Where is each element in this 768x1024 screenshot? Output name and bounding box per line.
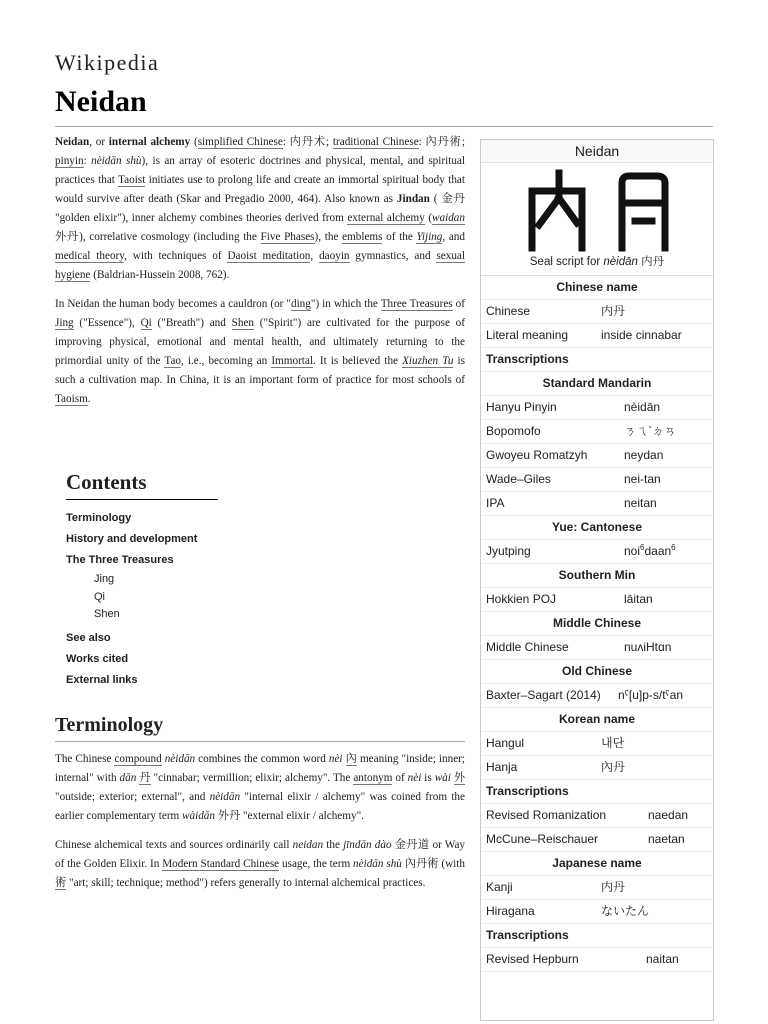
link-sexual-hygiene[interactable]: sexual hygiene <box>55 250 466 281</box>
seal-script-image[interactable] <box>481 163 713 253</box>
link-xiuzhen-tu[interactable]: Xiuzhen Tu <box>402 355 454 367</box>
link-char-wai[interactable]: 外 <box>453 772 466 784</box>
text: , <box>310 250 320 262</box>
jyutping-syllable: daan <box>644 544 672 558</box>
infobox-row-chinese <box>481 300 713 324</box>
text: . <box>87 393 91 405</box>
infobox-subheader-transcriptions: Transcriptions <box>481 924 713 948</box>
link-daoyin[interactable]: daoyin <box>319 250 350 262</box>
link-medical-theory[interactable]: medical theory <box>55 250 125 262</box>
text: : <box>83 155 92 167</box>
term: neidan <box>292 839 324 851</box>
row-value: lāitan <box>624 592 653 606</box>
tone-number: 6 <box>640 543 645 552</box>
term: wàidān <box>182 810 215 822</box>
row-label[interactable]: Hanja <box>486 760 518 774</box>
tone-number: 6 <box>671 543 676 552</box>
infobox-caption <box>481 253 713 276</box>
text: 外丹 "external elixir / alchemy". <box>215 810 364 822</box>
row-value: neydan <box>624 448 664 462</box>
row-label: Chinese <box>486 304 531 318</box>
row-label[interactable]: Revised Romanization <box>486 808 607 822</box>
text: ( 金丹 "golden elixir"), inner alchemy combines theories derived from <box>55 193 465 224</box>
row-label[interactable]: Hangul <box>486 736 525 750</box>
infobox-header-chinese-name: Chinese name <box>481 276 713 300</box>
text: ("Essence"), <box>73 317 141 329</box>
toc-item-external-links[interactable]: External links <box>66 673 138 686</box>
text: . It is believed the <box>312 355 403 367</box>
row-value: 內丹 <box>601 760 626 774</box>
infobox-subheader-transcriptions: Transcriptions <box>481 348 713 372</box>
link-compound[interactable]: compound <box>114 753 162 765</box>
link-jing[interactable]: Jing <box>55 317 74 329</box>
infobox-row-mccune-reischauer <box>481 828 713 852</box>
text: ("Breath") and <box>151 317 232 329</box>
text: usage, the term <box>279 858 354 870</box>
text: In Neidan the human body becomes a cauldron (or " <box>55 298 291 310</box>
toc-item-history[interactable]: History and development <box>66 533 198 545</box>
infobox-row-hangul <box>481 732 713 756</box>
term: jīndān dào <box>343 839 392 851</box>
infobox-row-pinyin <box>481 396 713 420</box>
infobox-row-hanja <box>481 756 713 780</box>
infobox <box>480 139 714 1021</box>
term: nèidān <box>164 753 196 765</box>
section-heading-terminology: Terminology <box>55 714 465 742</box>
infobox-row-middle-chinese <box>481 636 713 660</box>
text: "cinnabar; vermillion; elixir; alchemy". The <box>150 772 354 784</box>
row-label[interactable]: Jyutping <box>486 544 531 558</box>
link-modern-standard-chinese[interactable]: Modern Standard Chinese <box>162 858 280 870</box>
term-jindan: Jindan <box>396 193 430 205</box>
infobox-row-hepburn <box>481 948 713 972</box>
row-value: 内丹 <box>601 880 626 894</box>
row-label[interactable]: Wade–Giles <box>486 472 551 486</box>
row-label[interactable]: Kanji <box>486 880 513 894</box>
toc-item-three-treasures[interactable]: The Three Treasures <box>66 554 174 566</box>
toc-item-shen[interactable]: Shen <box>94 608 120 620</box>
link-taoist[interactable]: Taoist <box>118 174 146 186</box>
term: nèi <box>328 753 343 765</box>
link-char-nei[interactable]: 內 <box>345 753 357 765</box>
pinyin-term: nèidān shù <box>91 155 142 167</box>
link-antonym[interactable]: antonym <box>353 772 393 784</box>
intro-section <box>55 133 465 419</box>
caption-text: 内丹 <box>637 256 665 268</box>
infobox-row-baxter-sagart <box>481 684 713 708</box>
row-value: ㄋㄟˋㄉㄢ <box>624 424 676 438</box>
text: of the <box>382 231 417 243</box>
row-value: 内丹 <box>601 304 626 318</box>
link-yijing[interactable]: Yijing <box>416 231 443 243</box>
row-value: 내단 <box>601 736 625 750</box>
table-of-contents <box>66 470 218 691</box>
text: 內丹術 (with <box>401 858 465 870</box>
seal-script-image-graphic <box>497 163 697 253</box>
infobox-title: Neidan <box>481 140 713 163</box>
row-value: nˤ[u]p-s/tˤan <box>618 688 684 702</box>
term-internal-alchemy: internal alchemy <box>108 136 191 148</box>
row-label: Literal meaning <box>486 328 569 342</box>
text: ") in which the <box>310 298 381 310</box>
toc-item-terminology[interactable]: Terminology <box>66 512 132 524</box>
toc-item-works-cited[interactable]: Works cited <box>66 652 129 665</box>
row-label[interactable]: IPA <box>486 496 505 510</box>
toc-item-jing[interactable]: Jing <box>94 573 115 585</box>
text: combines the common word <box>195 753 329 765</box>
caption-text: Seal script for <box>529 256 604 268</box>
text: 外丹), correlative cosmology (including the <box>55 231 261 243</box>
link-shen[interactable]: Shen <box>231 317 254 329</box>
row-label[interactable]: Gwoyeu Romatzyh <box>486 448 588 462</box>
infobox-header-middle-chinese: Middle Chinese <box>481 612 713 636</box>
text: 金丹道 or Way of the Golden Elixir. In <box>55 839 466 870</box>
text: , and <box>442 231 465 243</box>
row-label[interactable]: Middle Chinese <box>486 640 569 654</box>
link-five-phases[interactable]: Five Phases <box>260 231 315 243</box>
toc-item-qi[interactable]: Qi <box>94 590 105 603</box>
link-daoist-meditation[interactable]: Daoist meditation <box>227 250 311 262</box>
text: ), the <box>314 231 343 243</box>
text: the <box>323 839 344 851</box>
text: Chinese alchemical texts and sources ordinarily call <box>55 839 293 851</box>
infobox-header-southern-min: Southern Min <box>481 564 713 588</box>
term: dān <box>119 772 137 784</box>
text: The Chinese <box>55 753 115 765</box>
page-title: Neidan <box>55 85 147 118</box>
text: is <box>421 772 435 784</box>
infobox-header-cantonese: Yue: Cantonese <box>481 516 713 540</box>
wikipedia-logo[interactable]: Wikipedia <box>55 50 160 75</box>
link-tao[interactable]: Tao <box>164 355 182 367</box>
text: initiates use to prolong life and create an immortal spiritual body that would survive after death (Skar and Pregadio 2000, 464). Also known as <box>55 174 466 205</box>
row-value: inside cinnabar <box>601 328 682 342</box>
infobox-row-kanji <box>481 876 713 900</box>
link-three-treasures[interactable]: Three Treasures <box>380 298 453 310</box>
row-label[interactable]: McCune–Reischauer <box>486 832 599 846</box>
infobox-row-ipa <box>481 492 713 516</box>
infobox-header-korean-name: Korean name <box>481 708 713 732</box>
text: "internal elixir / alchemy" was coined from the earlier complementary term <box>55 791 465 822</box>
text: , or <box>89 136 109 148</box>
infobox-row-literal <box>481 324 713 348</box>
term: wài <box>434 772 451 784</box>
row-label[interactable]: Revised Hepburn <box>486 952 579 966</box>
title-divider <box>55 126 713 127</box>
infobox-header-old-chinese: Old Chinese <box>481 660 713 684</box>
text: is such a cultivation map. In China, it is an important form of practice for most schools of <box>55 355 465 386</box>
row-value: nuʌiHtɑn <box>624 640 672 654</box>
text: ("Spirit") are cultivated for the purpose of improving physical, emotional and mental health, and ultimately returning to the primordial unity of the <box>55 317 465 367</box>
text: , with techniques of <box>124 250 228 262</box>
link-ding[interactable]: ding <box>290 298 311 310</box>
row-label[interactable]: Hokkien POJ <box>486 592 557 606</box>
text: "art; skill; technique; method") refers generally to internal alchemical practices. <box>66 877 426 889</box>
row-value: ないたん <box>601 904 650 918</box>
link-taoism[interactable]: Taoism <box>55 393 88 405</box>
caption-term: nèidān <box>603 256 638 268</box>
infobox-row-hiragana <box>481 900 713 924</box>
row-value: naitan <box>646 952 679 966</box>
infobox-row-hokkien <box>481 588 713 612</box>
terminology-paragraph-2 <box>55 836 465 893</box>
link-waidan[interactable]: waidan <box>432 212 465 224</box>
link-external-alchemy[interactable]: external alchemy <box>347 212 425 224</box>
link-traditional-chinese[interactable]: traditional Chinese <box>332 136 419 148</box>
link-emblems[interactable]: emblems <box>342 231 383 243</box>
text: (Baldrian-Hussein 2008, 762). <box>90 269 230 281</box>
row-value: naedan <box>648 808 689 822</box>
row-value: neitan <box>624 496 657 510</box>
row-label[interactable]: Baxter–Sagart (2014) <box>486 688 601 702</box>
terminology-paragraph-1 <box>55 750 465 826</box>
row-value: nei-tan <box>624 472 661 486</box>
text: meaning "inside; inner; internal" with <box>55 753 466 784</box>
text: ( <box>190 136 198 148</box>
intro-paragraph-1 <box>55 133 465 285</box>
link-immortal[interactable]: Immortal <box>271 355 313 367</box>
row-label[interactable]: Hiragana <box>486 904 535 918</box>
text: of <box>392 772 408 784</box>
jyutping-syllable: noi <box>624 544 641 558</box>
infobox-row-revised-romanization <box>481 804 713 828</box>
text: : 内丹术; <box>282 136 333 148</box>
term: nèidān shù <box>353 858 402 870</box>
term: nèi <box>407 772 422 784</box>
toc-title: Contents <box>66 470 218 500</box>
term-neidan: Neidan <box>55 136 90 148</box>
text: gymnastics, and <box>349 250 437 262</box>
link-pinyin[interactable]: pinyin <box>55 155 84 167</box>
text: ( <box>424 212 433 224</box>
link-simplified-chinese[interactable]: simplified Chinese <box>197 136 283 148</box>
text: : 內丹術; <box>418 136 465 148</box>
infobox-row-jyutping <box>481 540 713 564</box>
terminology-section <box>55 750 465 903</box>
link-char-shu[interactable]: 術 <box>55 877 67 889</box>
link-char-dan[interactable]: 丹 <box>139 772 151 784</box>
text: "outside; exterior; external", and <box>55 791 210 803</box>
toc-item-see-also[interactable]: See also <box>66 631 111 644</box>
infobox-row-bopomofo <box>481 420 713 444</box>
row-label[interactable]: Hanyu Pinyin <box>486 400 557 414</box>
row-value <box>624 540 713 563</box>
row-value: nèidān <box>624 400 661 414</box>
row-label[interactable]: Bopomofo <box>486 424 541 438</box>
infobox-row-wade-giles <box>481 468 713 492</box>
infobox-subheader-transcriptions: Transcriptions <box>481 780 713 804</box>
infobox-header-japanese-name: Japanese name <box>481 852 713 876</box>
text: , i.e., becoming an <box>181 355 272 367</box>
link-qi[interactable]: Qi <box>140 317 152 329</box>
text: of <box>452 298 465 310</box>
text: ), is an array of esoteric doctrines and physical, mental, and spiritual practices that <box>55 155 465 186</box>
infobox-row-gwoyeu <box>481 444 713 468</box>
row-value: naetan <box>648 832 685 846</box>
infobox-header-mandarin: Standard Mandarin <box>481 372 713 396</box>
term: nèidān <box>209 791 241 803</box>
intro-paragraph-2 <box>55 295 465 409</box>
